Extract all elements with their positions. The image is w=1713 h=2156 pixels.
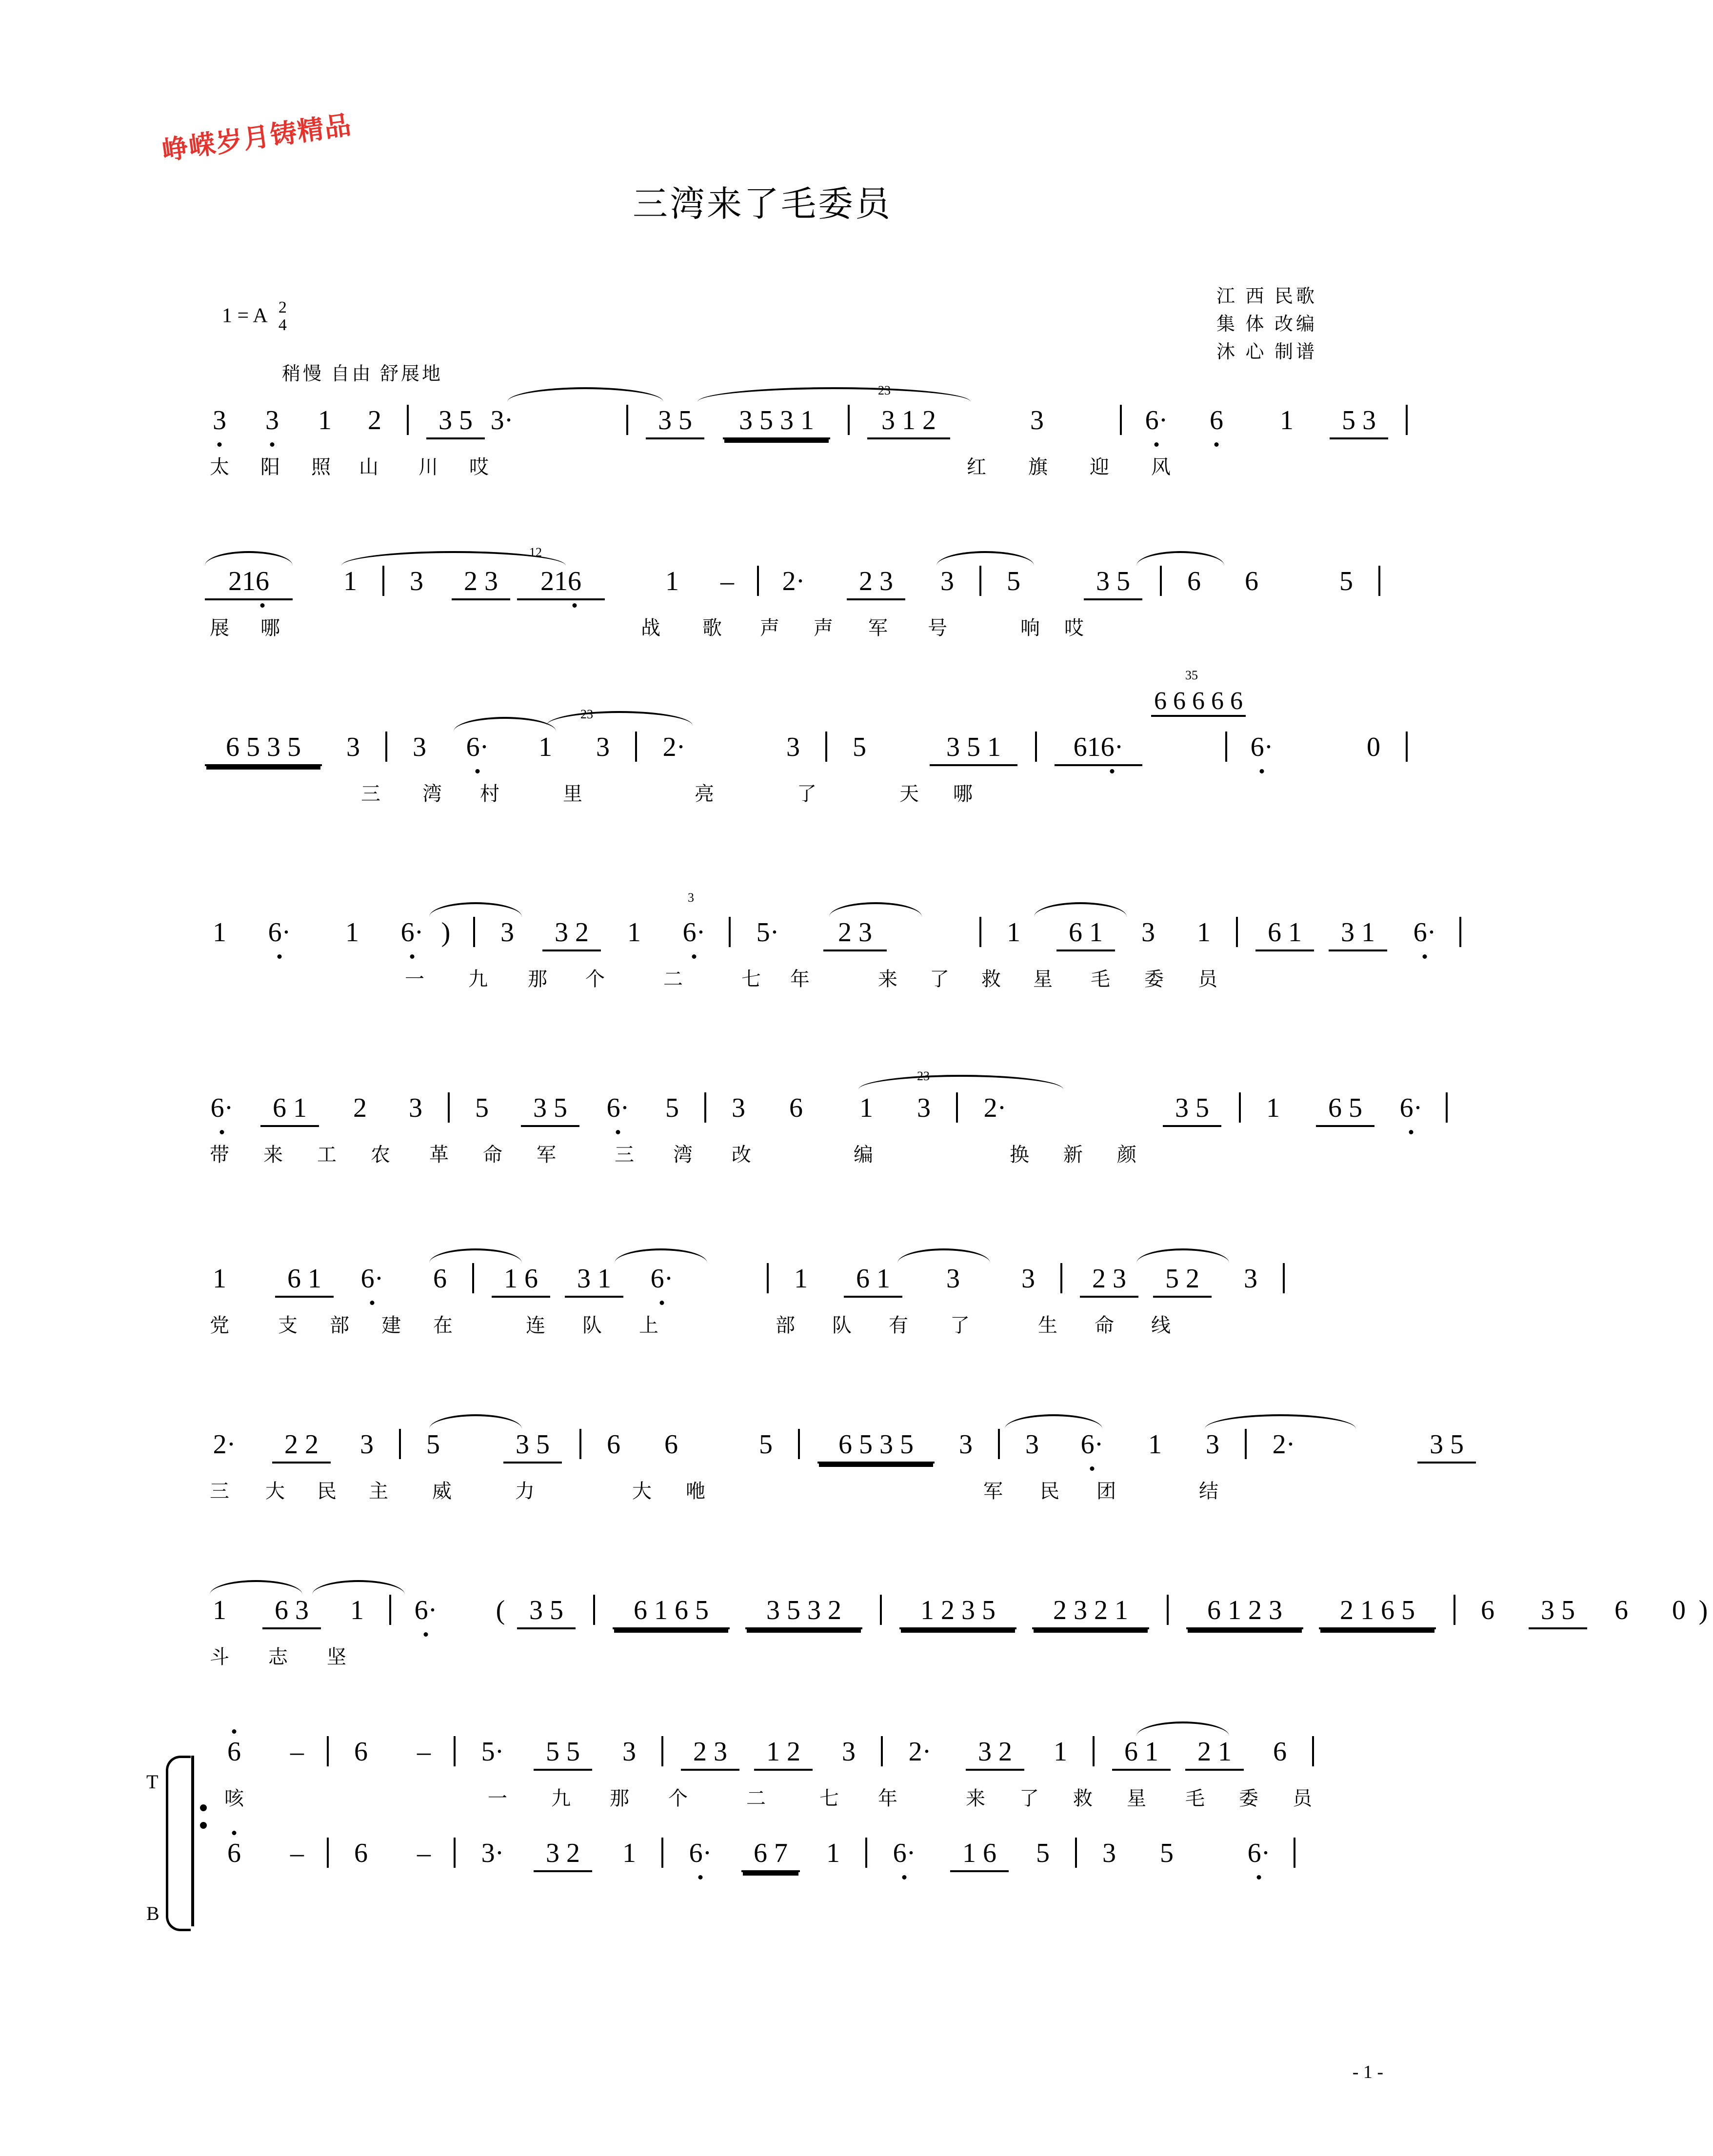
notation-row-9-tenor: 6 – 6 – 5· 5 5 3 2 3 1 2 3 2· 3 2 1 6 1 2 1 6 bbox=[0, 1736, 1525, 1783]
tempo-marking: 稍慢 自由 舒展地 bbox=[282, 364, 443, 384]
lyrics-row-7: 三 大 民 主 威 力 大 咃 军 民 团 结 bbox=[210, 1480, 1218, 1502]
voice-label-bass: B bbox=[146, 1902, 159, 1924]
notation-row-9-bass: 6 – 6 – 3· 3 2 1 6· 6 7 1 6· 1 6 5 3 5 6· bbox=[0, 1838, 1525, 1884]
notation-row-3: 6 5 3 5 3 3 6· 1 3 2· 3 5 3 5 1 616· 6· 0 23 35 bbox=[0, 732, 1525, 778]
music-system-4 bbox=[0, 890, 1525, 999]
music-system-5 bbox=[0, 1069, 1525, 1174]
notation-row-8: 1 6 3 1 6· ( 3 5 6 1 6 5 3 5 3 2 1 2 3 5 2 3 2 1 6 1 2 3 2 1 6 5 6 3 5 6 0 ) bbox=[0, 1595, 1525, 1642]
lyrics-row-8: 斗 志 坚 bbox=[210, 1646, 346, 1668]
notation-row-5: 6· 6 1 2 3 5 3 5 6· 5 3 6 1 3 2· 3 5 1 6 5 6· 23 bbox=[0, 1092, 1525, 1139]
credit-line-2: 集 体 改编 bbox=[1216, 314, 1317, 335]
key-signature bbox=[222, 300, 287, 335]
time-signature-denominator: 4 bbox=[278, 316, 287, 334]
music-system-9 bbox=[0, 1736, 1525, 1924]
time-signature bbox=[279, 299, 287, 334]
notation-row-2: 216 1 3 2 3 216 1 – 2· 2 3 3 5 3 5 6 6 5 12 bbox=[0, 566, 1525, 613]
notation-row-6: 1 6 1 6· 6 1 6 3 1 6· 1 6 1 3 3 2 3 5 2 3 bbox=[0, 1263, 1525, 1310]
music-system-1 bbox=[0, 383, 1525, 487]
notation-row-4: 1 6· 1 6· ) 3 3 2 1 6· 5· 2 3 1 6 1 3 1 6 1 3 1 6· 3 bbox=[0, 917, 1525, 964]
music-system-3 bbox=[0, 668, 1525, 813]
key-signature-text: 1 = A bbox=[222, 304, 267, 327]
music-system-6 bbox=[0, 1263, 1525, 1345]
lyrics-row-4: 一 九 那 个 二 七 年 来 了 救 星 毛 委 员 bbox=[405, 968, 1217, 990]
voice-label-tenor: T bbox=[146, 1771, 159, 1793]
ornament-grace-notes: 6 6 6 6 6 bbox=[1151, 687, 1246, 715]
lyrics-row-3: 三 湾 村 里 亮 了 天 哪 bbox=[361, 783, 973, 805]
lyrics-row-9-tenor: 咳 一 九 那 个 二 七 年 来 了 救 星 毛 委 员 bbox=[224, 1787, 1312, 1809]
music-system-8 bbox=[0, 1595, 1708, 1677]
lyrics-row-6: 党 支 部 建 在 连 队 上 部 队 有 了 生 命 线 bbox=[210, 1314, 1171, 1336]
page-title: 三湾来了毛委员 bbox=[632, 185, 892, 224]
lyrics-row-1: 太 阳 照 山 川 哎 红 旗 迎 风 bbox=[210, 456, 1171, 478]
credit-line-1: 江 西 民歌 bbox=[1216, 286, 1317, 307]
watermark-text: 峥嵘岁月铸精品 bbox=[160, 110, 354, 166]
music-system-7 bbox=[0, 1429, 1525, 1511]
music-system-2 bbox=[0, 545, 1525, 648]
lyrics-row-5: 带 来 工 农 革 命 军 三 湾 改 编 换 新 颜 bbox=[210, 1144, 1136, 1166]
time-signature-numerator: 2 bbox=[278, 298, 287, 316]
notation-row-1: 3 3 1 2 3 5 3· 3 5 3 5 3 1 3 1 2 3 6· 6 1 5 3 23 bbox=[0, 405, 1525, 452]
notation-row-7: 2· 2 2 3 5 3 5 6 6 5 6 5 3 5 3 3 6· 1 3 2· 3 5 bbox=[0, 1429, 1525, 1476]
page-number: - 1 - bbox=[1352, 2062, 1383, 2082]
credit-line-3: 沐 心 制谱 bbox=[1216, 342, 1317, 362]
credits-block bbox=[1216, 283, 1317, 366]
lyrics-row-2: 展 哪 战 歌 声 声 军 号 响 哎 bbox=[210, 617, 1084, 639]
